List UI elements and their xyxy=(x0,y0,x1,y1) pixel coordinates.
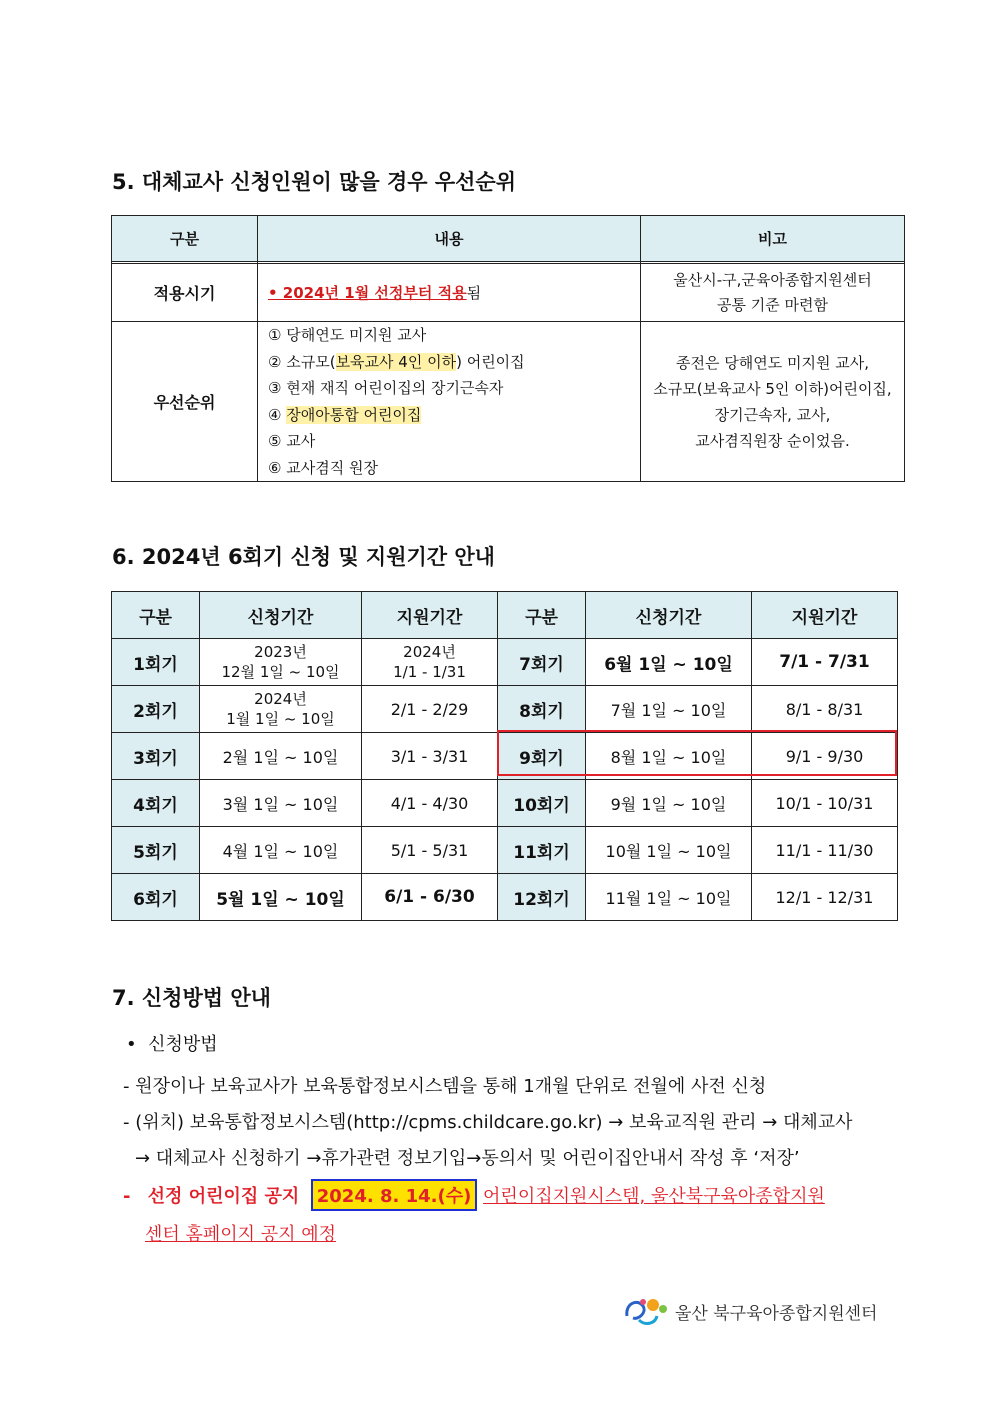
row-apply-period-content xyxy=(258,264,641,322)
support-period-left: 3/1 - 3/31 xyxy=(362,733,498,780)
round-left: 2회기 xyxy=(112,686,200,733)
row-apply-period-label: 적용시기 xyxy=(112,264,258,322)
apply-period-left: 2023년 12월 1일 ~ 10일 xyxy=(200,639,362,686)
section-7-title: 7. 신청방법 안내 xyxy=(112,986,271,1010)
note-line: 교사겸직원장 순이었음. xyxy=(695,431,850,450)
method-bullet: • 신청방법 xyxy=(126,1034,218,1055)
round-right: 8회기 xyxy=(498,686,586,733)
apply-period-left: 4월 1일 ~ 10일 xyxy=(200,827,362,874)
notice-rest: 어린이집지원시스템, 울산북구육아종합지원 xyxy=(483,1186,825,1207)
round-right: 11회기 xyxy=(498,827,586,874)
apply-period-right: 6월 1일 ~ 10일 xyxy=(586,639,752,686)
apply-period-right: 8월 1일 ~ 10일 xyxy=(586,733,752,780)
header-note: 비고 xyxy=(641,216,905,262)
support-period-left: 2/1 - 2/29 xyxy=(362,686,498,733)
row-apply-period-note xyxy=(641,264,905,322)
section-5-title: 5. 대체교사 신청인원이 많을 경우 우선순위 xyxy=(112,170,517,194)
support-period-right: 12/1 - 12/31 xyxy=(752,874,898,921)
header-category: 구분 xyxy=(112,216,258,262)
round-left: 4회기 xyxy=(112,780,200,827)
apply-period-highlight: • 2024년 1월 선정부터 적용 xyxy=(268,284,467,302)
note-line: 장기근속자, 교사, xyxy=(714,405,831,424)
round-left: 1회기 xyxy=(112,639,200,686)
note-line: 소규모(보육교사 5인 이하)어린이집, xyxy=(653,379,892,398)
priority-item-5: ⑤ 교사 xyxy=(268,432,316,450)
notice-label: 선정 어린이집 공지 xyxy=(147,1186,300,1207)
header-content: 내용 xyxy=(258,216,641,262)
support-period-right: 9/1 - 9/30 xyxy=(752,733,898,780)
header-round-right: 구분 xyxy=(498,592,586,639)
header-support-right: 지원기간 xyxy=(752,592,898,639)
priority-item-2: ② 소규모(보육교사 4인 이하) 어린이집 xyxy=(268,352,525,371)
schedule-row xyxy=(112,780,898,827)
priority-table xyxy=(111,215,905,482)
note-line: 종전은 당해연도 미지원 교사, xyxy=(676,353,869,372)
priority-item-3: ③ 현재 재직 어린이집의 장기근속자 xyxy=(268,379,504,397)
priority-item-4: ④ 장애아통합 어린이집 xyxy=(268,405,422,424)
priority-item-6: ⑥ 교사겸직 원장 xyxy=(268,458,378,477)
notice-line-2: 센터 홈페이지 공지 예정 xyxy=(145,1224,337,1245)
apply-period-right: 11월 1일 ~ 10일 xyxy=(586,874,752,921)
round-right: 7회기 xyxy=(498,639,586,686)
note-line: 울산시-구,군육아종합지원센터 xyxy=(673,270,872,289)
row-priority-note xyxy=(641,322,905,482)
support-period-right: 10/1 - 10/31 xyxy=(752,780,898,827)
apply-period-left: 3월 1일 ~ 10일 xyxy=(200,780,362,827)
method-line-3: → 대체교사 신청하기 →휴가관련 정보기입→동의서 및 어린이집안내서 작성 후 ‘저장’ xyxy=(135,1148,800,1169)
support-period-right: 11/1 - 11/30 xyxy=(752,827,898,874)
schedule-table xyxy=(111,591,898,921)
apply-period-tail: 됨 xyxy=(466,284,482,302)
schedule-row xyxy=(112,686,898,733)
round-right: 12회기 xyxy=(498,874,586,921)
apply-period-left: 5월 1일 ~ 10일 xyxy=(200,874,362,921)
header-apply-left: 신청기간 xyxy=(200,592,362,639)
notice-line-1: - 선정 어린이집 공지 2024. 8. 14.(수) 어린이집지원시스템, 울산북구육아종합지원 xyxy=(123,1179,825,1211)
header-apply-right: 신청기간 xyxy=(586,592,752,639)
schedule-row xyxy=(112,639,898,686)
round-left: 5회기 xyxy=(112,827,200,874)
schedule-row xyxy=(112,733,898,780)
support-period-right: 7/1 - 7/31 xyxy=(752,639,898,686)
footer-org xyxy=(623,1294,877,1328)
row-priority-content xyxy=(258,322,641,482)
support-period-left: 4/1 - 4/30 xyxy=(362,780,498,827)
support-period-left: 5/1 - 5/31 xyxy=(362,827,498,874)
row-priority-label: 우선순위 xyxy=(112,322,258,482)
notice-date: 2024. 8. 14.(수) xyxy=(311,1179,478,1211)
org-logo-icon xyxy=(623,1294,669,1328)
note-line: 공통 기준 마련함 xyxy=(717,295,828,314)
method-line-2: - (위치) 보육통합정보시스템(http://cpms.childcare.go.kr) → 보육교직원 관리 → 대체교사 xyxy=(123,1112,853,1133)
round-left: 6회기 xyxy=(112,874,200,921)
support-period-right: 8/1 - 8/31 xyxy=(752,686,898,733)
apply-period-right: 7월 1일 ~ 10일 xyxy=(586,686,752,733)
apply-period-left: 2024년 1월 1일 ~ 10일 xyxy=(200,686,362,733)
apply-period-right: 10월 1일 ~ 10일 xyxy=(586,827,752,874)
support-period-left: 6/1 - 6/30 xyxy=(362,874,498,921)
round-right: 10회기 xyxy=(498,780,586,827)
schedule-row xyxy=(112,827,898,874)
method-line-1: - 원장이나 보육교사가 보육통합정보시스템을 통해 1개월 단위로 전월에 사전 신청 xyxy=(123,1076,767,1097)
apply-period-left: 2월 1일 ~ 10일 xyxy=(200,733,362,780)
apply-period-right: 9월 1일 ~ 10일 xyxy=(586,780,752,827)
support-period-left: 2024년 1/1 - 1/31 xyxy=(362,639,498,686)
header-round-left: 구분 xyxy=(112,592,200,639)
round-right: 9회기 xyxy=(498,733,586,780)
org-name: 울산 북구육아종합지원센터 xyxy=(675,1303,878,1324)
section-6-title: 6. 2024년 6회기 신청 및 지원기간 안내 xyxy=(112,545,495,569)
header-support-left: 지원기간 xyxy=(362,592,498,639)
priority-item-1: ① 당해연도 미지원 교사 xyxy=(268,326,427,344)
round-left: 3회기 xyxy=(112,733,200,780)
schedule-row xyxy=(112,874,898,921)
bullet-dot: • xyxy=(126,1034,137,1055)
